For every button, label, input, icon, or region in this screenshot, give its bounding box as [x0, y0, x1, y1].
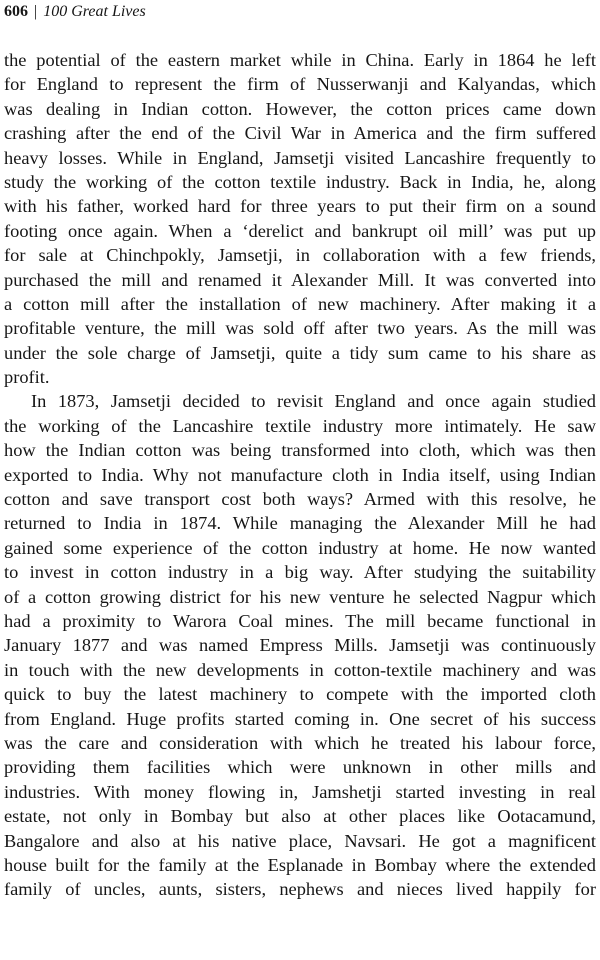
text-line: family of uncles, aunts, sisters, nephews and nieces lived happily for: [4, 879, 596, 900]
text-line: In 1873, Jamsetji decided to revisit England and once again studied: [31, 391, 596, 412]
text-line: industries. With money flowing in, Jamshetji started investing in real: [4, 781, 596, 802]
text-line: estate, not only in Bombay but also at other places like Ootacamund,: [4, 806, 596, 827]
text-line: a cotton mill after the installation of new machinery. After making it a: [4, 293, 596, 314]
page-body: [4, 48, 596, 902]
text-line: under the sole charge of Jamsetji, quite a tidy sum came to his share as: [4, 342, 596, 363]
text-line: exported to India. Why not manufacture cloth in India itself, using Indian: [4, 464, 596, 485]
text-line: for sale at Chinchpokly, Jamsetji, in collaboration with a few friends,: [4, 245, 596, 266]
text-line: heavy losses. While in England, Jamsetji visited Lancashire frequently to: [4, 147, 596, 168]
paragraph-2: [4, 389, 596, 901]
text-line: how the Indian cotton was being transformed into cloth, which was then: [4, 440, 596, 461]
text-line: profitable venture, the mill was sold off after two years. As the mill was: [4, 318, 596, 339]
running-header: [4, 0, 146, 24]
text-line: the potential of the eastern market while in China. Early in 1864 he left: [4, 50, 596, 70]
text-line: study the working of the cotton textile industry. Back in India, he, along: [4, 171, 596, 192]
paragraph-1: [4, 48, 596, 389]
text-line: crashing after the end of the Civil War in America and the firm suffered: [4, 123, 596, 144]
text-line: was dealing in Indian cotton. However, the cotton prices came down: [4, 98, 596, 119]
text-line: purchased the mill and renamed it Alexander Mill. It was converted into: [4, 269, 596, 290]
text-line: cotton and save transport cost both ways? Armed with this resolve, he: [4, 489, 596, 510]
text-line: from England. Huge profits started coming in. One secret of his success: [4, 708, 596, 729]
page-number: 606: [4, 3, 28, 20]
text-line: to invest in cotton industry in a big way. After studying the suitability: [4, 562, 596, 583]
text-line: with his father, worked hard for three years to put their firm on a sound: [4, 196, 596, 217]
text-line: the working of the Lancashire textile industry more intimately. He saw: [4, 415, 596, 436]
text-line: for England to represent the firm of Nusserwanji and Kalyandas, which: [4, 74, 596, 95]
header-separator: |: [34, 3, 38, 20]
text-line: was the care and consideration with which he treated his labour force,: [4, 732, 596, 753]
text-line: of a cotton growing district for his new venture he selected Nagpur which: [4, 586, 596, 607]
text-line: Bangalore and also at his native place, Navsari. He got a magnificent: [4, 830, 596, 851]
text-line: quick to buy the latest machinery to compete with the imported cloth: [4, 684, 596, 705]
text-line: house built for the family at the Esplanade in Bombay where the extended: [4, 854, 596, 875]
text-line: providing them facilities which were unknown in other mills and: [4, 757, 596, 778]
text-line: January 1877 and was named Empress Mills. Jamsetji was continuously: [4, 635, 596, 656]
text-line: had a proximity to Warora Coal mines. The mill became functional in: [4, 610, 596, 631]
text-line: returned to India in 1874. While managing the Alexander Mill he had: [4, 513, 596, 534]
text-line: in touch with the new developments in cotton-textile machinery and was: [4, 659, 596, 680]
book-title: 100 Great Lives: [43, 3, 146, 20]
text-line: profit.: [4, 367, 50, 388]
text-line: footing once again. When a ‘derelict and bankrupt oil mill’ was put up: [4, 220, 596, 241]
text-line: gained some experience of the cotton industry at home. He now wanted: [4, 537, 596, 558]
